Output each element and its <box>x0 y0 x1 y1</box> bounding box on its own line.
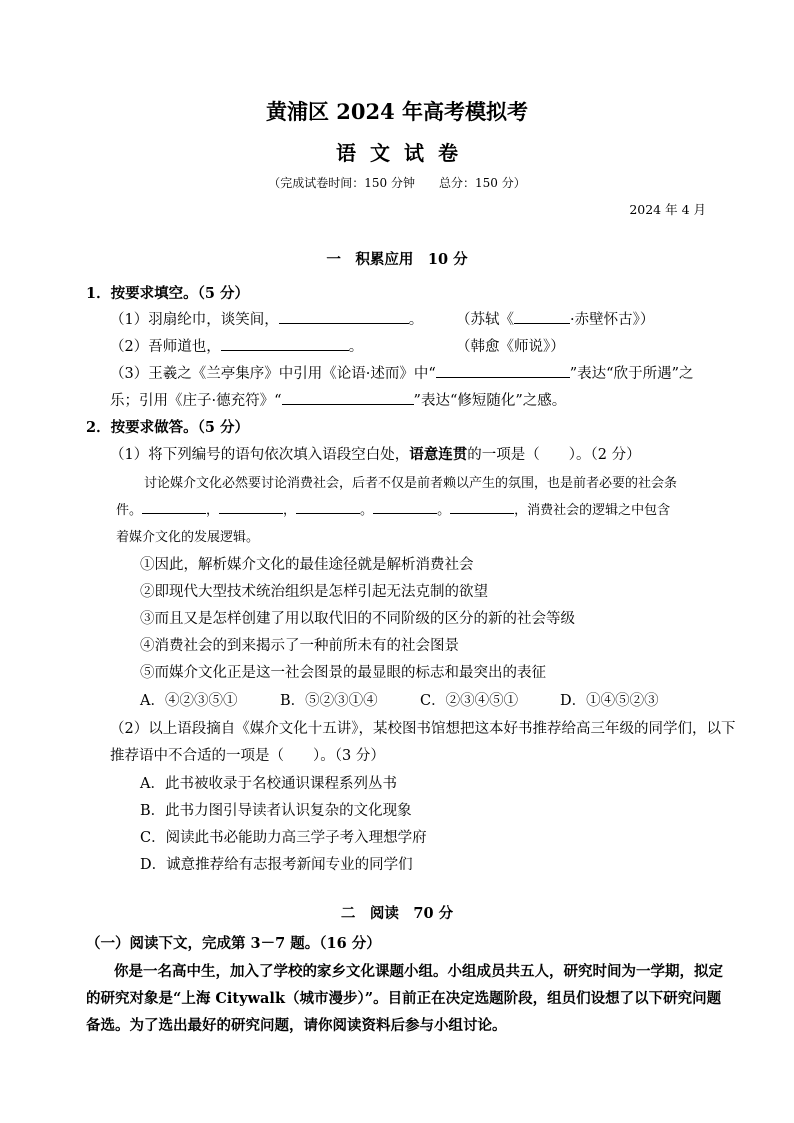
question-1-item-1-source: （苏轼《 ·赤壁怀古》） <box>456 308 654 329</box>
passage-line-2: 件。 ， ， 。 。 ，消费社会的逻辑之中包含 <box>116 499 670 518</box>
question-1-item-2-source: （韩愈《师说》） <box>456 339 565 355</box>
question-1-item-3-line-1: （3）王羲之《兰亭集序》中引用《论语·述而》中“ ”表达“欣于所遇”之 <box>110 362 694 383</box>
section-heading-accumulation: 一 积累应用 10 分 <box>326 251 468 268</box>
passage-blank[interactable] <box>142 499 206 514</box>
reading-intro-line-3: 备选。为了选出最好的研究问题，请你阅读资料后参与小组讨论。 <box>86 1017 507 1034</box>
choice-option[interactable]: B．⑤②③①④ <box>280 693 378 709</box>
question-1-item-2: （2）吾师道也， 。 <box>110 335 363 356</box>
question-2-part-2-line-1: （2）以上语段摘自《媒介文化十五讲》，某校图书馆想把这本好书推荐给高三年级的同学们，以下 <box>110 721 736 737</box>
passage-blank[interactable] <box>219 499 283 514</box>
exam-title: 黄浦区 2024 年高考模拟考 <box>265 99 529 124</box>
sentence-option: ⑤而媒介文化正是这一社会图景的最显眼的标志和最突出的表征 <box>140 665 546 681</box>
question-1-item-3-line-2: 乐；引用《庄子·德充符》“ ”表达“修短随化”之感。 <box>110 389 566 410</box>
sentence-option: ②即现代大型技术统治组织是怎样引起无法克制的欲望 <box>140 584 488 600</box>
question-2-stem: 2．按要求做答。（5 分） <box>86 419 249 436</box>
answer-blank[interactable] <box>436 363 570 378</box>
reading-part-1-heading: （一）阅读下文，完成第 3－7 题。（16 分） <box>86 935 381 952</box>
reading-intro-line-1: 你是一名高中生，加入了学校的家乡文化课题小组。小组成员共五人，研究时间为一学期，拟定 <box>114 963 723 980</box>
choice-option[interactable]: C．阅读此书必能助力高三学子考入理想学府 <box>140 830 427 846</box>
sentence-option: ③而且又是怎样创建了用以取代旧的不同阶级的区分的新的社会等级 <box>140 611 575 627</box>
question-1-item-1: （1）羽扇纶巾，谈笑间， 。 <box>110 308 423 329</box>
sentence-option: ④消费社会的到来揭示了一种前所未有的社会图景 <box>140 638 459 654</box>
passage-blank[interactable] <box>373 499 437 514</box>
passage-blank[interactable] <box>450 499 514 514</box>
question-2-part-2-line-2: 推荐语中不合适的一项是（ ）。（3 分） <box>110 748 385 764</box>
choice-option[interactable]: C．②③④⑤① <box>420 693 519 709</box>
sentence-option: ①因此，解析媒介文化的最佳途径就是解析消费社会 <box>140 557 474 573</box>
choice-option[interactable]: D．①④⑤②③ <box>560 693 659 709</box>
passage-line-1: 讨论媒介文化必然要讨论消费社会，后者不仅是前者赖以产生的氛围，也是前者必要的社会条 <box>144 476 678 491</box>
question-2-part-1: （1）将下列编号的语句依次填入语段空白处，语意连贯的一项是（ ）。（2 分） <box>110 446 641 463</box>
passage-line-3: 着媒介文化的发展逻辑。 <box>116 530 260 545</box>
answer-blank[interactable] <box>514 309 570 324</box>
choice-option[interactable]: B．此书力图引导读者认识复杂的文化现象 <box>140 803 412 819</box>
answer-blank[interactable] <box>282 390 414 405</box>
choice-option[interactable]: A．④②③⑤① <box>140 693 238 709</box>
choice-option[interactable]: A．此书被收录于名校通识课程系列丛书 <box>140 776 397 792</box>
passage-blank[interactable] <box>296 499 360 514</box>
answer-blank[interactable] <box>221 336 349 351</box>
reading-intro-line-2: 的研究对象是“上海 Citywalk（城市漫步）”。目前正在决定选题阶段，组员们设想了以下研究问题 <box>86 990 722 1007</box>
choice-option[interactable]: D．诚意推荐给有志报考新闻专业的同学们 <box>140 857 413 873</box>
paper-subject-title: 语文试卷 <box>336 141 472 165</box>
section-heading-reading: 二 阅读 70 分 <box>340 905 454 922</box>
question-1-stem: 1．按要求填空。（5 分） <box>86 285 249 302</box>
answer-blank[interactable] <box>279 309 409 324</box>
exam-date: 2024 年 4 月 <box>629 202 706 217</box>
exam-info: （完成试卷时间：150 分钟 总分：150 分） <box>268 176 526 190</box>
